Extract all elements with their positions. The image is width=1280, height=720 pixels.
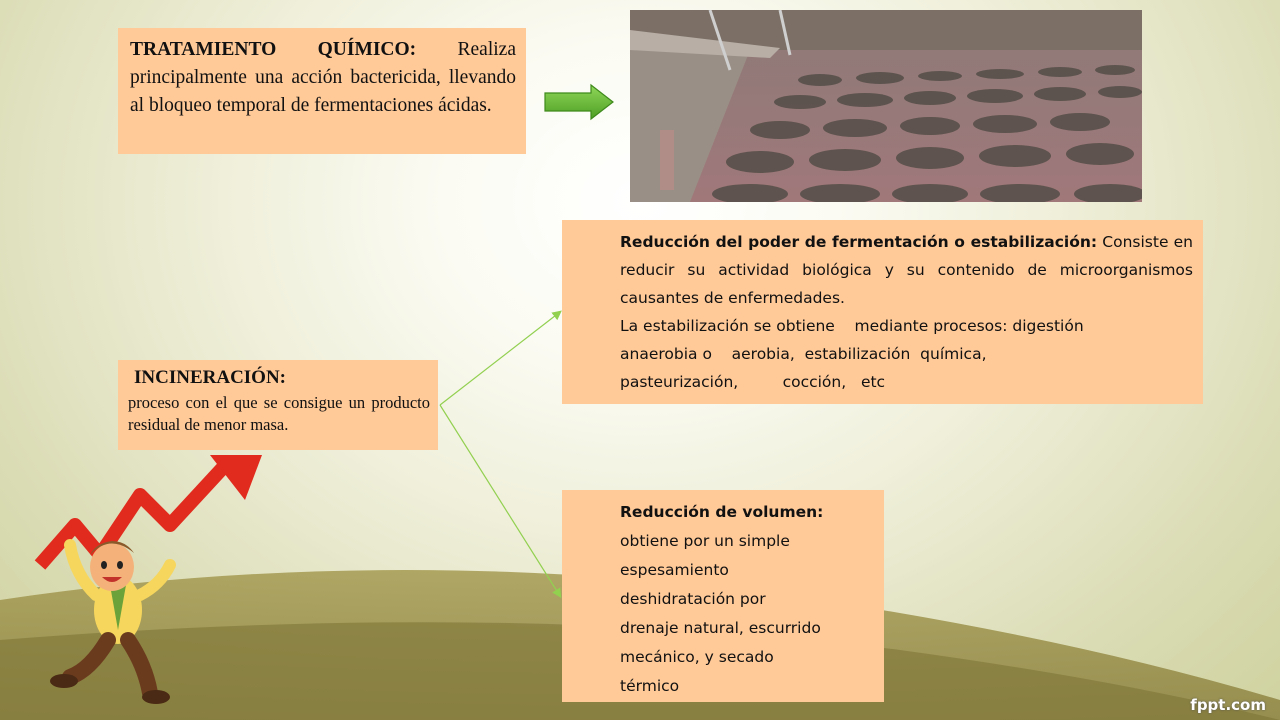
incineracion-box	[118, 360, 438, 450]
quimico-box	[118, 28, 526, 154]
green-arrow-icon	[543, 83, 615, 121]
volumen-box	[562, 490, 884, 702]
volumen-line: térmico	[620, 677, 680, 695]
incineracion-title: INCINERACIÓN:	[134, 367, 287, 388]
incineracion-text: proceso con el que se consigue un producto residual de menor masa.	[128, 393, 430, 434]
estabilizacion-line-1: La estabilización se obtiene mediante procesos: digestión	[620, 317, 1084, 335]
estabilizacion-line-2: anaerobia o aerobia, estabilización química,	[620, 345, 987, 363]
estabilizacion-box	[562, 220, 1203, 404]
quimico-text: Realiza principalmente una acción bactericida, llevando al bloqueo temporal de fermentaciones ácidas.	[130, 39, 516, 116]
sludge-drying-bed-photo	[630, 10, 1142, 202]
estabilizacion-paragraph	[620, 228, 1193, 312]
estabilizacion-text: Consiste en reducir su actividad biológica y su contenido de microorganismos causantes de enfermedades.	[620, 233, 1194, 307]
quimico-title: TRATAMIENTO QUÍMICO:	[130, 39, 417, 60]
volumen-line: drenaje natural, escurrido	[620, 619, 821, 637]
estabilizacion-line-3: pasteurización, cocción, etc	[620, 373, 886, 391]
volumen-title: Reducción de volumen:	[620, 503, 824, 521]
volumen-line: espesamiento	[620, 561, 729, 579]
cartoon-man-with-rising-arrow-illustration	[30, 455, 270, 705]
volumen-line: deshidratación por	[620, 590, 766, 608]
volumen-line: mecánico, y secado	[620, 648, 774, 666]
fppt-logo[interactable]: fppt.com	[1190, 696, 1266, 714]
estabilizacion-title: Reducción del poder de fermentación o estabilización:	[620, 233, 1098, 251]
volumen-line: obtiene por un simple	[620, 532, 790, 550]
